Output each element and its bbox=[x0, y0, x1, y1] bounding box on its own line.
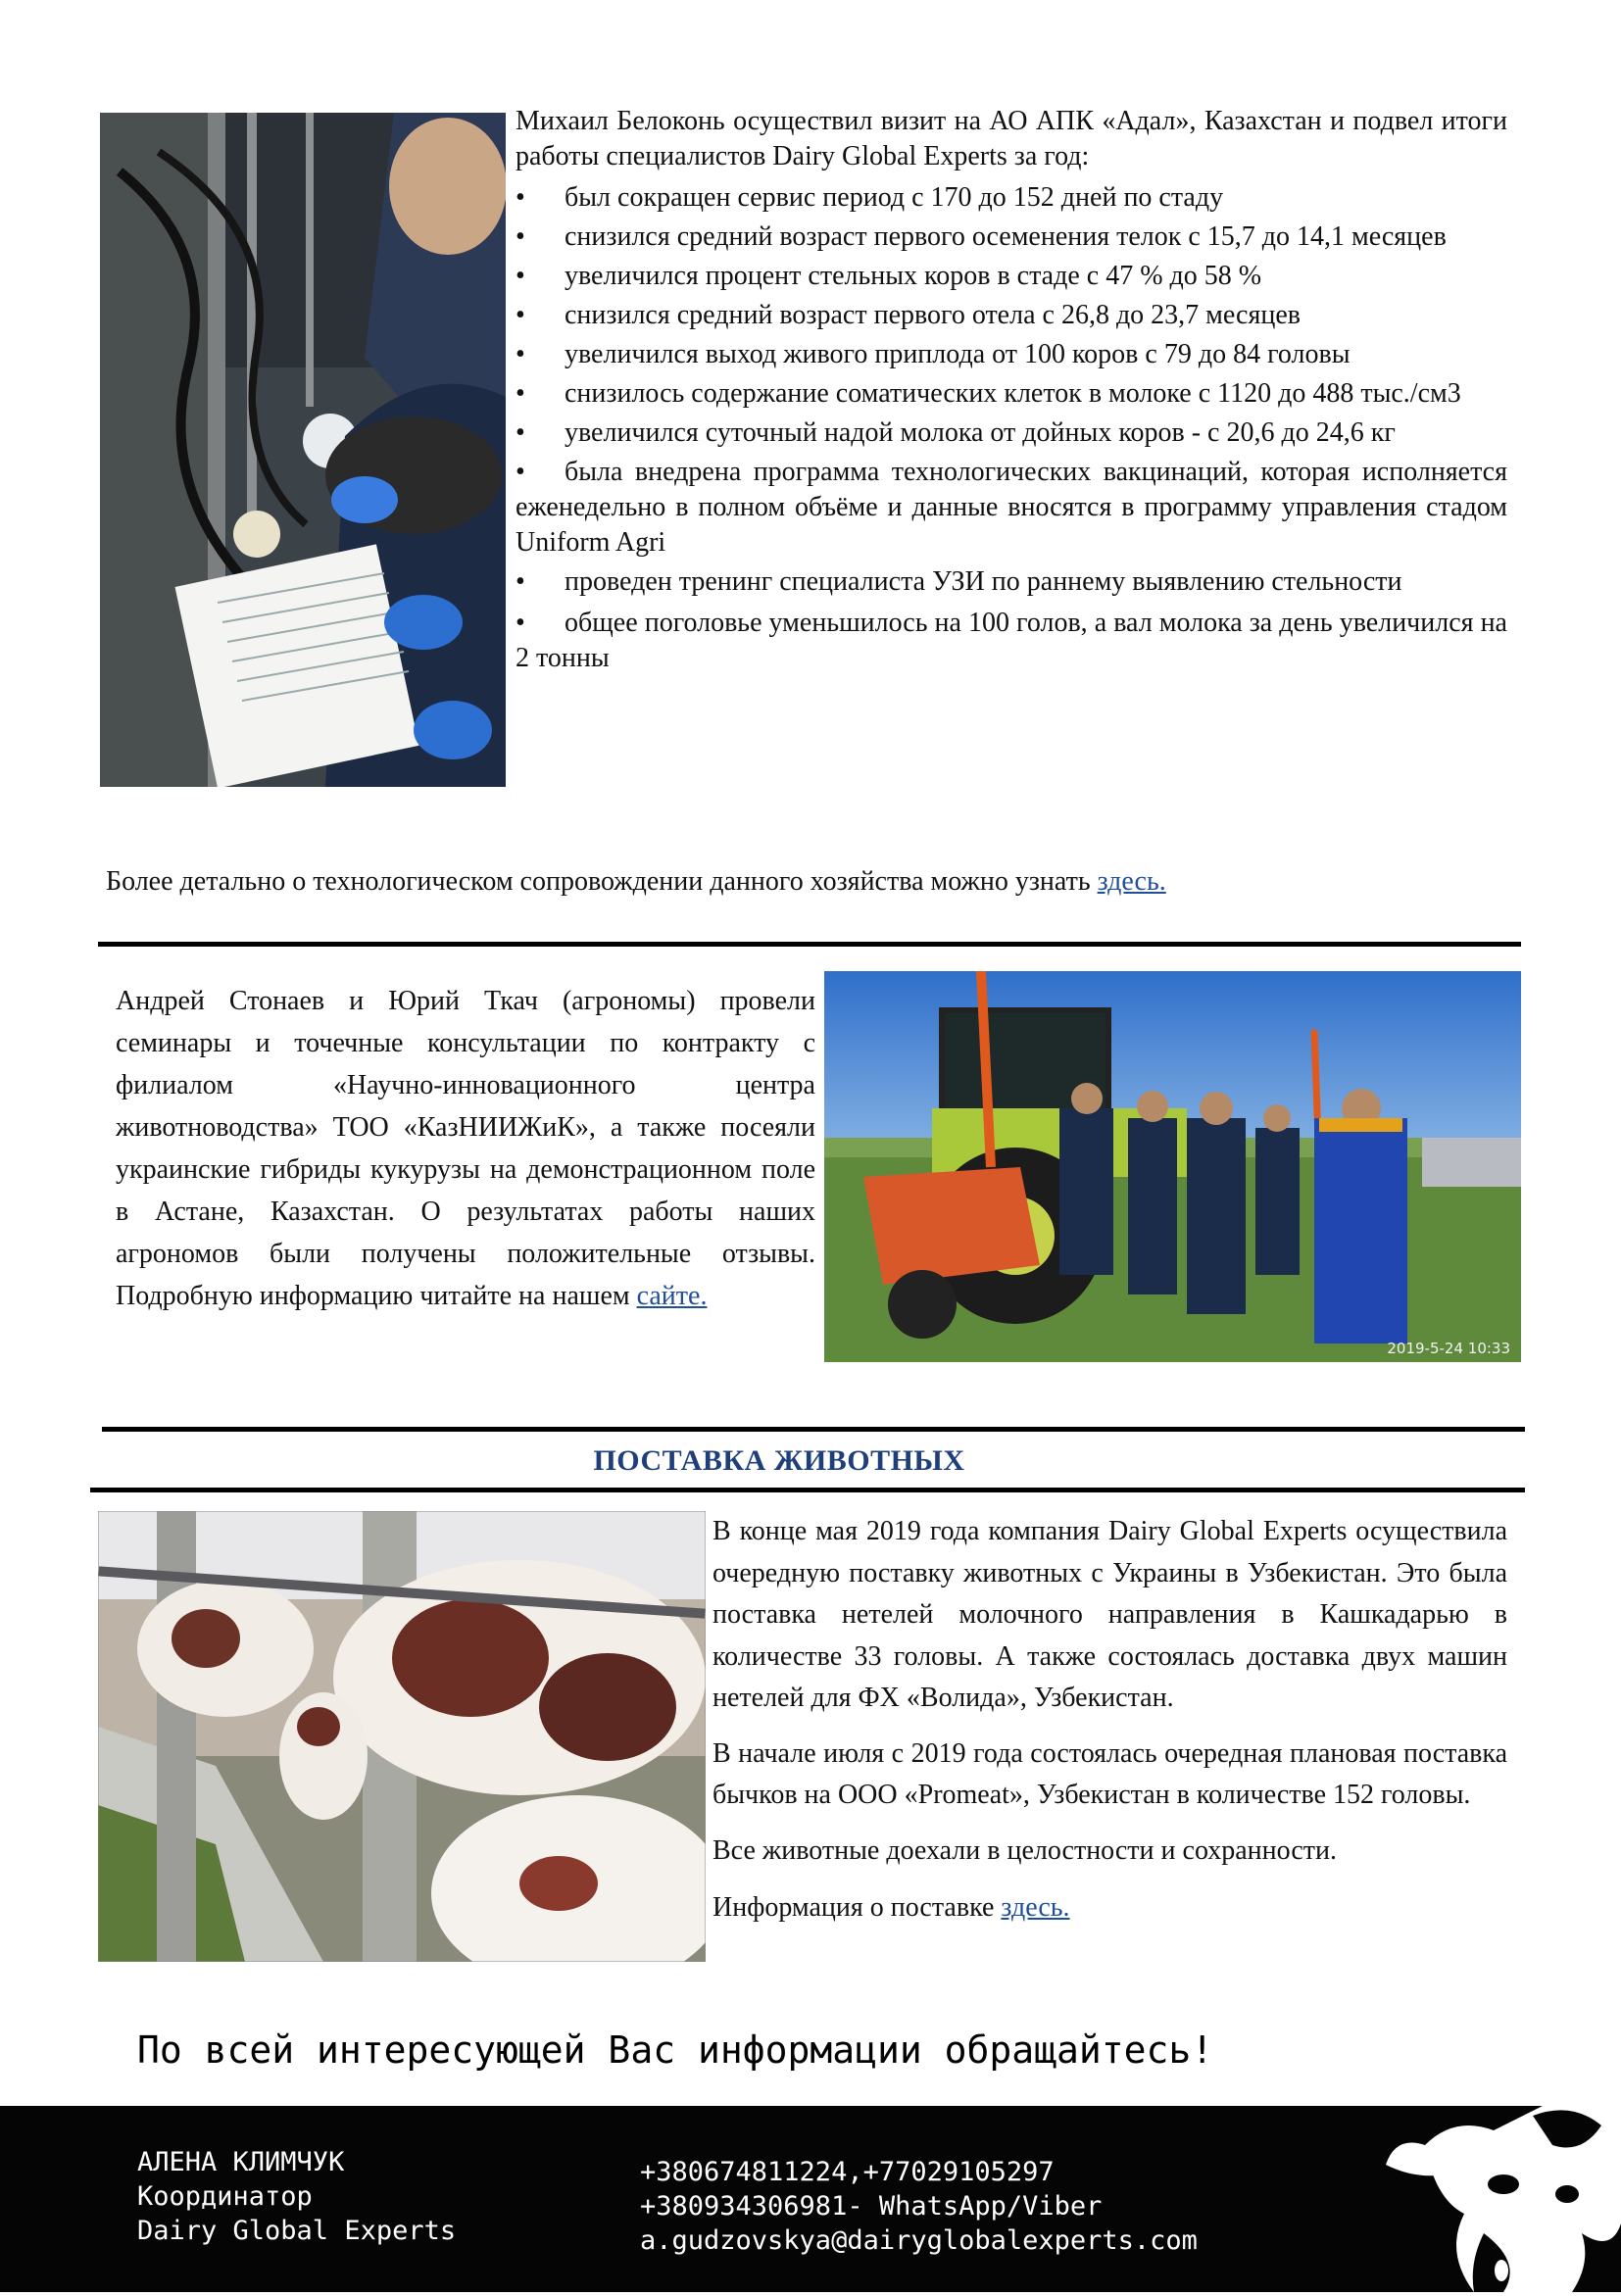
contact-name: АЛЕНА КЛИМЧУК bbox=[137, 2147, 345, 2177]
section-divider bbox=[90, 1488, 1525, 1492]
website-link[interactable]: сайте. bbox=[636, 1281, 708, 1311]
list-item: • был сокращен сервис период с 170 до 152 дней по стаду bbox=[516, 182, 1224, 213]
cow-logo-icon bbox=[1386, 2106, 1621, 2292]
section-divider bbox=[102, 1427, 1525, 1432]
delivery-info-link[interactable]: здесь. bbox=[1001, 1892, 1070, 1923]
contact-person bbox=[137, 2145, 456, 2248]
list-item: • была внедрена программа технологических вакцинаций, которая исполняется еженедельно в полном объёме и данные вносятся в программу управления стадом Uniform Agri bbox=[516, 457, 1507, 558]
list-item: • снизился средний возраст первого отела с 26,8 до 23,7 месяцев bbox=[516, 300, 1301, 330]
list-item: • снизилось содержание соматических клеток в молоке с 1120 до 488 тыс./см3 bbox=[516, 378, 1461, 409]
animal-delivery-text bbox=[712, 1511, 1507, 1943]
delivery-paragraph-3: Все животные доехали в целостности и сохранности. bbox=[712, 1834, 1337, 1866]
contact-company: Dairy Global Experts bbox=[137, 2216, 457, 2246]
adal-more-info: Более детально о технологическом сопровождении данного хозяйства можно узнать здесь. bbox=[106, 866, 1166, 897]
adal-results-list bbox=[516, 180, 1507, 676]
list-item: • увеличился суточный надой молока от дойных коров - с 20,6 до 24,6 кг bbox=[516, 417, 1396, 448]
tractor-field-photo bbox=[824, 971, 1521, 1362]
milking-parlor-photo bbox=[100, 113, 506, 787]
cattle-photo bbox=[98, 1511, 706, 1962]
agronomists-text: Андрей Стонаев и Юрий Ткач (агрономы) провели семинары и точечные консультации по контракту с филиалом «Научно-инновационного центра животноводства» ТОО «КазНИИЖиК», а также посеяли украинские гибриды кукурузы на демонстрационном поле в Астане, Казахстан. О результатах работы наших агрономов были получены положительные отзывы. Подробную информацию читайте на нашем сайте. bbox=[116, 986, 815, 1311]
contact-phones[interactable]: +380674811224,+77029105297 bbox=[640, 2157, 1055, 2187]
footer bbox=[0, 2106, 1621, 2292]
delivery-paragraph-4: Информация о поставке здесь. bbox=[712, 1892, 1070, 1923]
adal-visit-intro: Михаил Белоконь осуществил визит на АО АПК «Адал», Казахстан и подвел итоги работы специалистов Dairy Global Experts за год: bbox=[516, 106, 1507, 171]
section-title: ПОСТАВКА ЖИВОТНЫХ bbox=[593, 1444, 965, 1477]
list-item: • увеличился процент стельных коров в стаде с 47 % до 58 % bbox=[516, 261, 1262, 291]
contact-details bbox=[640, 2155, 1198, 2258]
adal-visit-text bbox=[516, 104, 1507, 680]
contact-whatsapp[interactable]: +380934306981- WhatsApp/Viber bbox=[640, 2191, 1103, 2222]
contact-call: По всей интересующей Вас информации обращайтесь! bbox=[137, 2028, 1214, 2072]
list-item: • общее поголовье уменьшилось на 100 голов, а вал молока за день увеличился на 2 тонны bbox=[516, 608, 1507, 673]
list-item: • увеличился выход живого приплода от 100 коров с 79 до 84 головы bbox=[516, 339, 1351, 369]
delivery-paragraph-2: В начале июля с 2019 года состоялась очередная плановая поставка бычков на ООО «Promeat», Узбекистан в количестве 152 головы. bbox=[712, 1737, 1507, 1810]
list-item: • проведен тренинг специалиста УЗИ по раннему выявлению стельности bbox=[516, 566, 1402, 597]
contact-email[interactable]: a.gudzovskya@dairyglobalexperts.com bbox=[640, 2225, 1198, 2256]
section-divider bbox=[98, 942, 1521, 947]
contact-role: Координатор bbox=[137, 2181, 313, 2212]
delivery-paragraph-1: В конце мая 2019 года компания Dairy Global Experts осуществила очередную поставку животных с Украины в Узбекистан. Это была поставка нетелей молочного направления в Кашкадарью в количестве 33 головы. А также состоялась доставка двух машин нетелей для ФХ «Волида», Узбекистан. bbox=[712, 1516, 1507, 1713]
list-item: • снизился средний возраст первого осеменения телок с 15,7 до 14,1 месяцев bbox=[516, 221, 1447, 252]
photo-timestamp: 2019-5-24 10:33 bbox=[1387, 1340, 1510, 1357]
adal-details-link[interactable]: здесь. bbox=[1097, 866, 1166, 897]
